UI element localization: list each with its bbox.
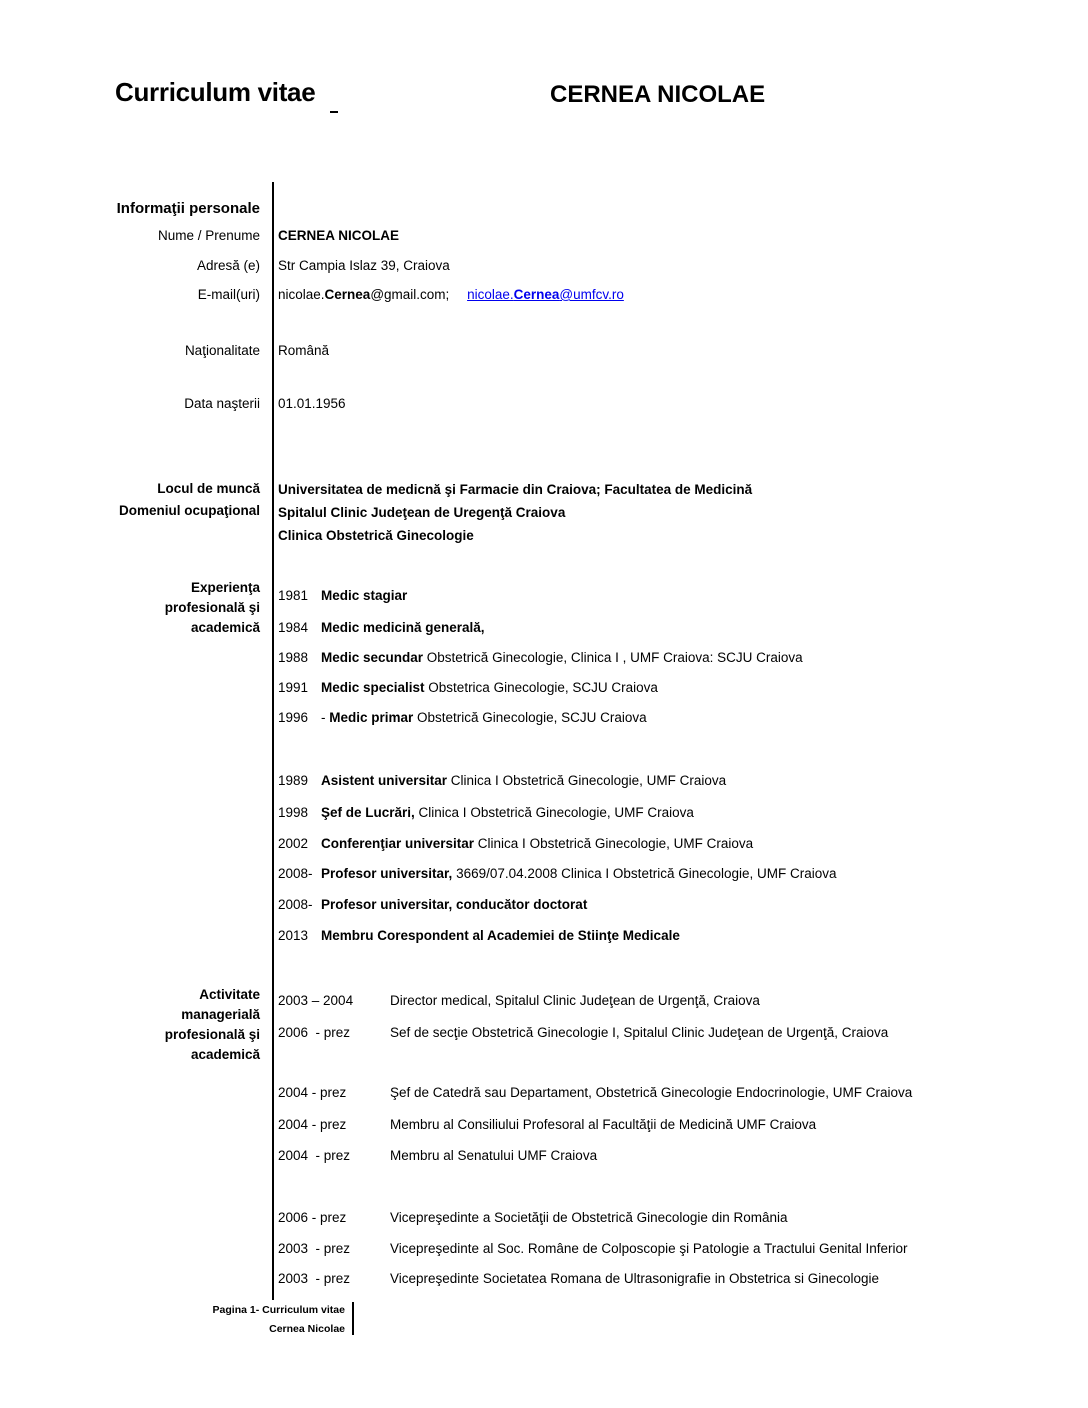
year-cell: 1998 [278, 805, 309, 820]
email-primary-surname: Cernea [324, 287, 371, 302]
address-label: Adresă (e) [196, 258, 260, 273]
managerial-heading-line: managerială [181, 1007, 260, 1022]
description-cell [321, 680, 1080, 695]
email-primary [278, 287, 449, 302]
work-lines [278, 478, 1074, 547]
work-line: Spitalul Clinic Judeţean de Uregenţă Craiova [278, 505, 566, 520]
email-link-domain: @umfcv.ro [559, 287, 624, 302]
year-cell: 2008- [278, 866, 313, 881]
description-cell [321, 928, 1080, 943]
description-cell [321, 650, 1080, 665]
date-range-cell: 2003 – 2004 [278, 993, 354, 1008]
desc-rest: Clinica I Obstetrică Ginecologie, UMF Craiova [447, 773, 727, 788]
description-cell: Şef de Catedră sau Departament, Obstetrică Ginecologie Endocrinologie, UMF Craiova [390, 1085, 913, 1100]
footer-line2: Cernea Nicolae [269, 1323, 345, 1335]
date-range-cell: 2003 - prez [278, 1241, 351, 1256]
description-cell [321, 836, 1080, 851]
stray-underscore-mark [330, 111, 338, 113]
desc-bold: Medic primar [329, 710, 414, 725]
description-cell [321, 620, 1080, 635]
date-range-cell: 2004 - prez [278, 1117, 347, 1132]
description-cell [321, 866, 1080, 881]
description-cell [321, 897, 1080, 912]
managerial-heading-line: academică [190, 1047, 260, 1062]
managerial-heading-line: Activitate [199, 987, 260, 1002]
experience-heading [0, 578, 260, 638]
column-divider-line [272, 182, 274, 1300]
desc-bold: Membru Corespondent al Academiei de Stiinţe Medicale [321, 928, 680, 943]
desc-rest: Clinica I Obstetrică Ginecologie, UMF Craiova [414, 805, 694, 820]
desc-rest: Obstetrică Ginecologie, Clinica I , UMF Craiova: SCJU Craiova [423, 650, 803, 665]
work-label-line2: Domeniul ocupaţional [118, 503, 260, 518]
email-primary-user: nicolae. [278, 287, 325, 302]
email-link-surname: Cernea [513, 287, 560, 302]
work-line: Clinica Obstetrică Ginecologie [278, 528, 474, 543]
year-cell: 1984 [278, 620, 309, 635]
work-line: Universitatea de medicnă şi Farmacie din Craiova; Facultatea de Medicină [278, 482, 753, 497]
section-heading-personal: Informaţii personale [116, 200, 260, 217]
managerial-heading [0, 985, 260, 1065]
desc-bold: Medic secundar [321, 650, 424, 665]
nationality-value: Română [278, 343, 330, 358]
description-cell: Membru al Senatului UMF Craiova [390, 1148, 598, 1163]
birthdate-value: 01.01.1956 [278, 396, 346, 411]
nationality-label: Naţionalitate [184, 343, 260, 358]
description-cell: Sef de secţie Obstetrică Ginecologie I, Spitalul Clinic Judeţean de Urgenţă, Craiova [390, 1025, 889, 1040]
year-cell: 1981 [278, 588, 309, 603]
date-range-cell: 2006 - prez [278, 1025, 351, 1040]
managerial-heading-line: profesională şi [164, 1027, 260, 1042]
description-cell: Director medical, Spitalul Clinic Judeţean de Urgenţă, Craiova [390, 993, 760, 1008]
date-range-cell: 2004 - prez [278, 1085, 347, 1100]
description-cell: Vicepreşedinte Societatea Romana de Ultrasonigrafie in Obstetrica si Ginecologie [390, 1271, 880, 1286]
name-label: Nume / Prenume [157, 228, 260, 243]
desc-rest: Obstetrică Ginecologie, SCJU Craiova [413, 710, 647, 725]
year-cell: 1989 [278, 773, 309, 788]
desc-bold: Medic stagiar [321, 588, 408, 603]
year-cell: 1988 [278, 650, 309, 665]
description-cell [321, 773, 1080, 788]
desc-bold: Medic medicină generală, [321, 620, 485, 635]
email-link-user: nicolae. [467, 287, 514, 302]
email-label: E-mail(uri) [197, 287, 260, 302]
description-cell: Vicepreşedinte a Societăţii de Obstetrică Ginecologie din România [390, 1210, 788, 1225]
description-cell [321, 588, 1080, 603]
email-link[interactable] [467, 287, 624, 302]
cv-holder-name: CERNEA NICOLAE [550, 81, 766, 108]
experience-heading-line: profesională şi [164, 600, 260, 615]
desc-bold: Asistent universitar [321, 773, 448, 788]
description-cell: Membru al Consiliului Profesoral al Facultăţii de Medicină UMF Craiova [390, 1117, 817, 1132]
year-cell: 1991 [278, 680, 309, 695]
footer-line1: Pagina 1- Curriculum vitae [212, 1304, 345, 1316]
year-cell: 2013 [278, 928, 309, 943]
email-primary-domain: @gmail.com; [370, 287, 450, 302]
name-value: CERNEA NICOLAE [278, 228, 400, 243]
experience-heading-line: academică [190, 620, 260, 635]
date-range-cell: 2006 - prez [278, 1210, 347, 1225]
birthdate-label: Data naşterii [184, 396, 260, 411]
footer-divider-bar [352, 1302, 354, 1335]
page-title: Curriculum vitae [115, 77, 316, 107]
date-range-cell: 2003 - prez [278, 1271, 351, 1286]
year-cell: 2002 [278, 836, 309, 851]
address-value: Str Campia Islaz 39, Craiova [278, 258, 450, 273]
year-cell: 2008- [278, 897, 313, 912]
desc-bold: Profesor universitar, [321, 866, 453, 881]
desc-bold: Şef de Lucrări, [321, 805, 415, 820]
footer-page-info [203, 1301, 345, 1339]
experience-heading-line: Experienţa [190, 580, 260, 595]
desc-bold: Profesor universitar, conducător doctorat [321, 897, 588, 912]
work-label-line1: Locul de muncă [157, 481, 260, 496]
email-values [278, 287, 1074, 302]
year-cell: 1996 [278, 710, 309, 725]
description-cell: Vicepreşedinte al Soc. Române de Colposcopie şi Patologie a Tractului Genital Inferior [390, 1241, 908, 1256]
desc-rest: Clinica I Obstetrică Ginecologie, UMF Craiova [474, 836, 754, 851]
desc-bold: Conferenţiar universitar [321, 836, 475, 851]
description-cell [321, 710, 1080, 725]
description-cell [321, 805, 1080, 820]
desc-prefix: - [321, 710, 330, 725]
desc-rest: 3669/07.04.2008 Clinica I Obstetrică Ginecologie, UMF Craiova [452, 866, 837, 881]
desc-bold: Medic specialist [321, 680, 425, 695]
date-range-cell: 2004 - prez [278, 1148, 351, 1163]
work-label [0, 478, 260, 522]
desc-rest: Obstetrica Ginecologie, SCJU Craiova [424, 680, 658, 695]
